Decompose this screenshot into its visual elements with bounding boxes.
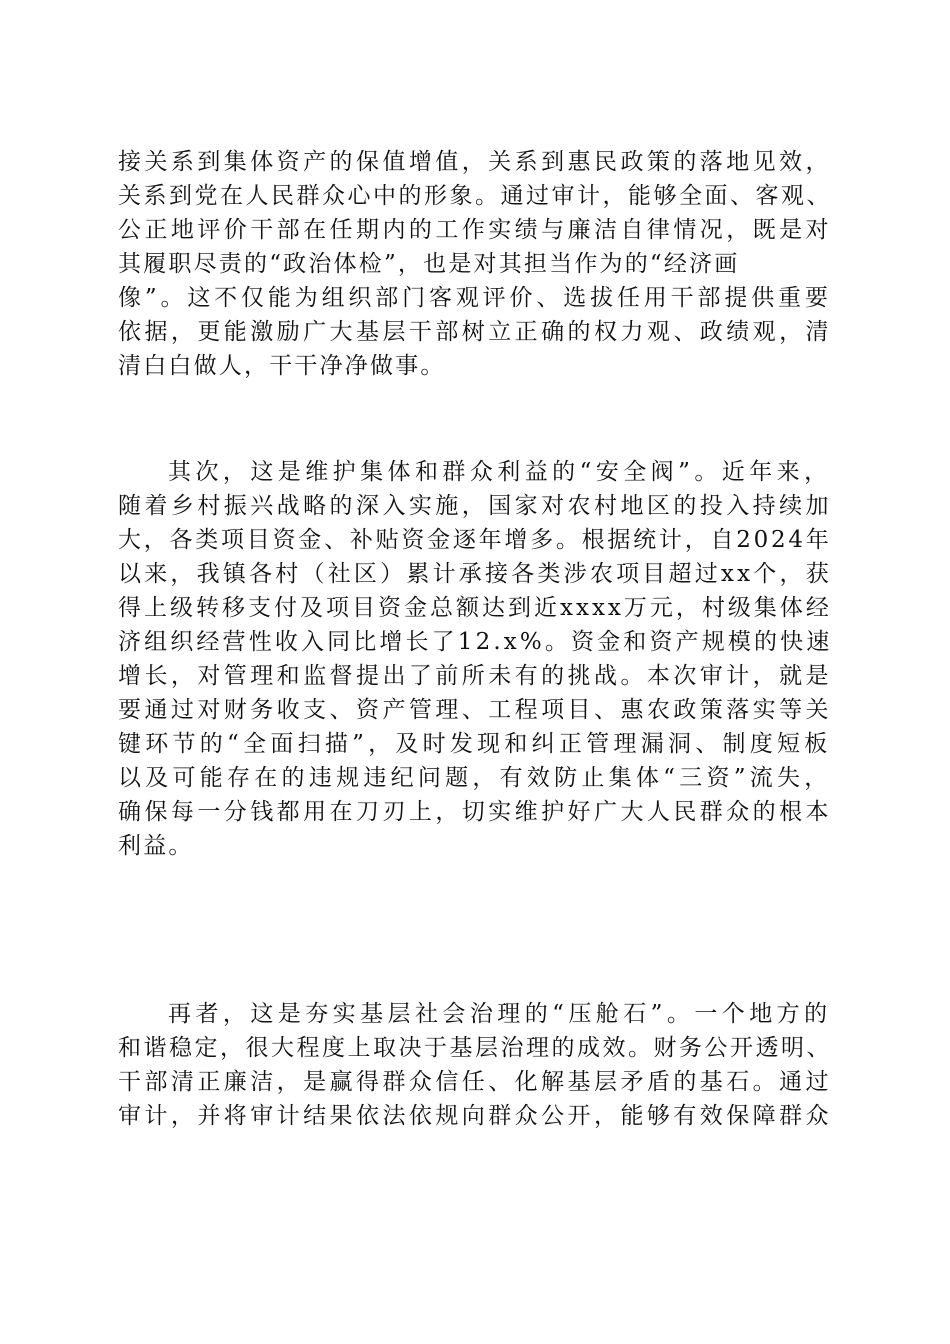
text-line: 审计，并将审计结果依法依规向群众公开，能够有效保障群众	[118, 1103, 832, 1129]
text-line: 确保每一分钱都用在刀刃上，切实维护好广大人民群众的根本	[118, 799, 832, 825]
text-line: 以及可能存在的违规违纪问题，有效防止集体“三资”流失，	[118, 765, 832, 791]
text-line: 要通过对财务收支、资产管理、工程项目、惠农政策落实等关	[118, 697, 832, 723]
text-line: 随着乡村振兴战略的深入实施，国家对农村地区的投入持续加	[118, 493, 832, 519]
text-line: 得上级转移支付及项目资金总额达到近xxxx万元，村级集体经	[118, 595, 832, 621]
text-line: 其履职尽责的“政治体检”，也是对其担当作为的“经济画	[118, 251, 740, 277]
text-line: 增长，对管理和监督提出了前所未有的挑战。本次审计，就是	[118, 663, 832, 689]
text-line: 关系到党在人民群众心中的形象。通过审计，能够全面、客观、	[118, 183, 832, 209]
text-line: 键环节的“全面扫描”，及时发现和纠正管理漏洞、制度短板	[118, 731, 832, 757]
text-line: 其次，这是维护集体和群众利益的“安全阀”。近年来，	[168, 459, 832, 485]
text-line: 利益。	[118, 833, 194, 859]
text-line: 以来，我镇各村（社区）累计承接各类涉农项目超过xx个，获	[118, 561, 832, 587]
text-line: 清白白做人，干干净净做事。	[118, 353, 446, 379]
text-line: 大，各类项目资金、补贴资金逐年增多。根据统计，自2024年	[118, 527, 832, 553]
text-line: 再者，这是夯实基层社会治理的“压舱石”。一个地方的	[168, 1001, 832, 1027]
text-line: 公正地评价干部在任期内的工作实绩与廉洁自律情况，既是对	[118, 217, 832, 243]
text-line: 济组织经营性收入同比增长了12.x%。资金和资产规模的快速	[118, 629, 833, 655]
text-line: 依据，更能激励广大基层干部树立正确的权力观、政绩观，清	[118, 319, 832, 345]
text-line: 和谐稳定，很大程度上取决于基层治理的成效。财务公开透明、	[118, 1035, 832, 1061]
text-line: 像”。这不仅能为组织部门客观评价、选拔任用干部提供重要	[118, 285, 832, 311]
text-line: 接关系到集体资产的保值增值，关系到惠民政策的落地见效，	[118, 149, 832, 175]
text-line: 干部清正廉洁，是赢得群众信任、化解基层矛盾的基石。通过	[118, 1069, 832, 1095]
